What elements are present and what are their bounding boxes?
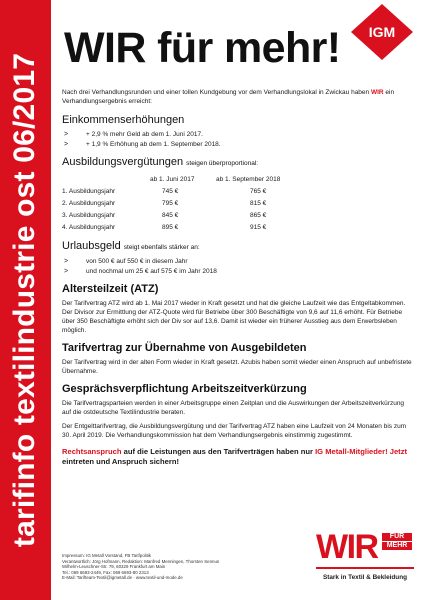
headline: WIR für mehr! (64, 24, 341, 72)
table-cell-value (216, 209, 304, 221)
membership-claim (62, 447, 414, 467)
ig-metall-logo (351, 4, 413, 60)
claim-black-1: auf die Leistungen aus den Tarifverträgen haben nur (121, 447, 316, 456)
table-cell-value (216, 185, 304, 197)
table-row (62, 197, 304, 209)
table-cell-value (216, 221, 304, 233)
negotiation-section (62, 383, 414, 440)
vacation-heading (62, 240, 414, 254)
table-cell-value (150, 209, 216, 221)
table-row (62, 209, 304, 221)
imprint-line: E-Mail: Tarifteam-Textil@igmetall.de · www.textil-und-mode.de (62, 575, 183, 581)
negotiation-text-1: Die Tarifvertragsparteien werden in einer Arbeitsgruppe einen Zeitplan und die Auswirkungen der Arbeitszeitverkürzung auf die ostdeutsche Textilindustrie beraten. (62, 400, 405, 416)
main-content (62, 88, 414, 467)
value-2017: 795 € (162, 199, 179, 207)
apprentice-pay-table (62, 173, 304, 233)
income-section (62, 114, 414, 149)
vacation-heading-text: Urlaubsgeld (62, 240, 121, 252)
vacation-subheading: steigt ebenfalls stärker an: (123, 244, 200, 251)
wir-logo-wir: WIR (316, 528, 378, 566)
value-2018: 765 € (250, 187, 267, 195)
atz-section (62, 283, 414, 335)
table-row (62, 185, 304, 197)
apprentice-section (62, 156, 414, 233)
imprint (62, 553, 292, 581)
imprint-line: Verantwortlich: Jörg Hofmann, Redaktion: Manfred Menningen, Thorsten Sennun (62, 558, 220, 564)
intro-paragraph (62, 88, 414, 106)
value-2018: 865 € (250, 211, 267, 219)
table-cell-label: 1. Ausbildungsjahr (62, 187, 116, 195)
claim-black-2: eintreten und Anspruch sichern! (62, 457, 180, 466)
vacation-item: > von 500 € auf 550 € in diesem Jahr (62, 257, 414, 267)
table-cell-label: 2. Ausbildungsjahr (62, 199, 116, 207)
sidebar-banner (0, 0, 51, 600)
value-2018: 815 € (250, 199, 267, 207)
wir-fuer-mehr-logo (316, 530, 414, 590)
table-cell-value (150, 185, 216, 197)
vacation-item: > und nochmal um 25 € auf 575 € im Jahr 2018 (62, 267, 414, 277)
apprentice-heading (62, 156, 414, 170)
intro-text-a: Nach drei Verhandlungsrunden und einer tollen Kundgebung vor dem Verhandlungslokal in Zwickau haben (62, 89, 371, 96)
apprentice-subheading: steigen überproportional: (186, 160, 259, 167)
value-2017: 895 € (162, 223, 179, 231)
income-item: > + 1,9 % Erhöhung ab dem 1. September 2018. (62, 140, 414, 150)
logo-text: IGM (368, 24, 396, 40)
table-cell-value (150, 197, 216, 209)
negotiation-heading: Gesprächsverpflichtung Arbeitszeitverkürzung (62, 383, 307, 395)
value-2017: 745 € (162, 187, 179, 195)
table-cell-value (216, 197, 304, 209)
table-header-cell: ab 1. Juni 2017 (150, 175, 195, 183)
imprint-line: Wilhelm-Leuschner-Str. 79, 60329 Frankfurt am Main (62, 564, 166, 570)
intro-text-b: ein Verhandlungsergebnis erreicht: (62, 89, 395, 105)
value-2017: 845 € (162, 211, 179, 219)
wir-logo-tagline: Stark in Textil & Bekleidung (322, 574, 408, 581)
apprentice-contract-text: Der Tarifvertrag wird in der alten Form wieder in Kraft gesetzt. Azubis haben somit wieder einen Anspruch auf unbefristete Übernahme. (62, 359, 412, 375)
atz-text: Der Tarifvertrag ATZ wird ab 1. Mai 2017 wieder in Kraft gesetzt und hat die gleiche Laufzeit wie das Entgeltabkommen. Der Divisor zur Ermittlung der ATZ-Quote wird für Betriebe über 300 Beschäftigte von 9,6 auf 11,6 erhöht. Für Betriebe über 350 Beschäftigte erhöht sich der Div sor auf 13,6. Damit ist wieder ein früherer Ausstieg aus dem Erwerbsleben möglich. (62, 300, 406, 334)
table-row (62, 221, 304, 233)
apprentice-contract-heading: Tarifvertrag zur Übernahme von Ausgebildeten (62, 342, 307, 354)
table-header-row (62, 173, 304, 185)
wir-logo-fuer: FÜR (382, 533, 412, 541)
apprentice-contract-section (62, 342, 414, 376)
imprint-line: Impressum: IG Metall Vorstand, FB Tarifpolitik (62, 553, 151, 558)
claim-red-1: Rechtsanspruch (62, 447, 122, 456)
income-heading: Einkommenserhöhungen (62, 114, 185, 126)
table-cell-label: 4. Ausbildungsjahr (62, 223, 116, 231)
table-cell-label: 3. Ausbildungsjahr (62, 211, 116, 219)
income-item: > + 2,9 % mehr Geld ab dem 1. Juni 2017. (62, 130, 414, 140)
apprentice-heading-text: Ausbildungsvergütungen (62, 156, 184, 168)
sidebar-title: tarifinfo textilindustrie ost 06/2017 (8, 52, 41, 548)
imprint-line: Tel.: 069 6693-2449, Fax: 069 6693-80 2313 (62, 569, 149, 575)
value-2018: 915 € (250, 223, 267, 231)
negotiation-text-2: Der Entgelttarifvertrag, die Ausbildungsvergütung und der Tarifvertrag ATZ haben eine Laufzeit von 24 Monaten bis zum 30. April 2019. Die Verhandlungskommission hat dem Verhandlungsergebnis einstimmig zugestimmt. (62, 423, 407, 439)
table-header-cell: ab 1. September 2018 (216, 175, 281, 183)
table-cell-value (150, 221, 216, 233)
claim-red-2: IG Metall-Mitglieder! Jetzt (315, 447, 408, 456)
table-header-cell (62, 173, 150, 185)
income-list (62, 130, 414, 149)
vacation-section (62, 240, 414, 276)
wir-logo-underline (316, 567, 414, 569)
intro-wir: WIR (370, 89, 384, 96)
vacation-list (62, 257, 414, 276)
atz-heading: Altersteilzeit (ATZ) (62, 283, 159, 295)
wir-logo-mehr: MEHR (382, 542, 412, 550)
